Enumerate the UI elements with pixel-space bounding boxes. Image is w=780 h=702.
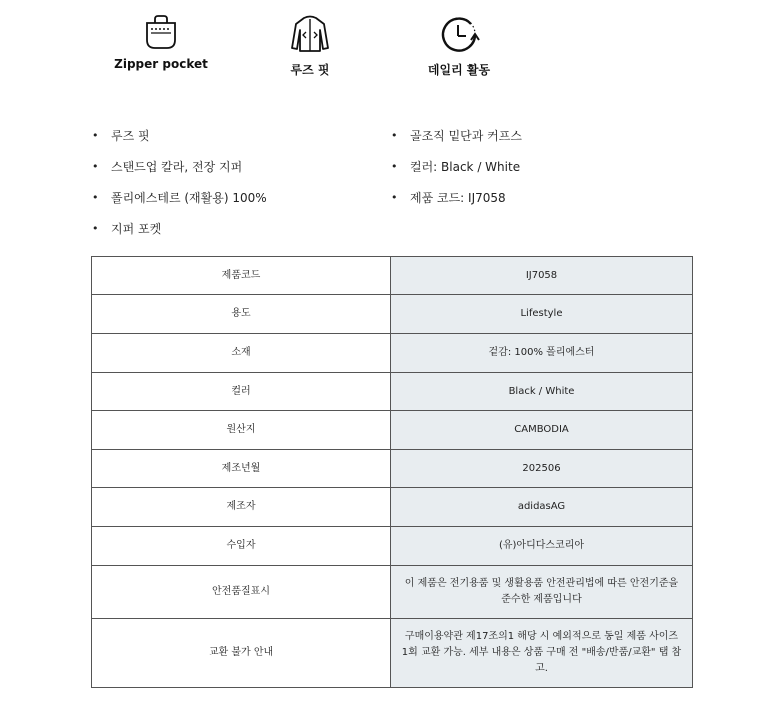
feature-loose-fit (240, 14, 380, 78)
daily-activity-clock-icon (437, 14, 481, 54)
spec-value: 구매이용약관 제17조의1 해당 시 예외적으로 동일 제품 사이즈 1회 교환 가능. 세부 내용은 상품 구매 전 "배송/반품/교환" 탭 참고. (391, 619, 693, 688)
list-item: • 폴리에스테르 (재활용) 100% (92, 189, 267, 220)
spec-value: CAMBODIA (391, 411, 693, 450)
loose-fit-jacket-icon (289, 14, 331, 54)
spec-key: 안전품질표시 (92, 566, 391, 619)
list-item: • 골조직 밑단과 커프스 (391, 127, 522, 158)
feature-icons-row (0, 0, 780, 90)
feature-daily-activity (389, 14, 529, 78)
table-row (92, 334, 693, 373)
table-row (92, 619, 693, 688)
spec-value: Black / White (391, 373, 693, 411)
feature-bullet-list-right (391, 127, 522, 220)
spec-value: adidasAG (391, 488, 693, 527)
feature-label: Zipper pocket (114, 57, 208, 71)
spec-value: 겉감: 100% 폴리에스터 (391, 334, 693, 373)
table-row (92, 527, 693, 566)
feature-label: 루즈 핏 (290, 63, 330, 77)
list-item: • 제품 코드: IJ7058 (391, 189, 522, 220)
table-row (92, 257, 693, 295)
feature-bullet-list-left (92, 127, 267, 251)
spec-key: 컬러 (92, 373, 391, 411)
list-item: • 컬러: Black / White (391, 158, 522, 189)
feature-zipper-pocket (91, 14, 231, 71)
zipper-pocket-icon (144, 14, 178, 50)
spec-key: 원산지 (92, 411, 391, 450)
spec-key: 수입자 (92, 527, 391, 566)
table-row (92, 295, 693, 334)
spec-key: 교환 불가 안내 (92, 619, 391, 688)
table-row (92, 373, 693, 411)
table-row (92, 566, 693, 619)
list-item: • 지퍼 포켓 (92, 220, 267, 251)
spec-value: 202506 (391, 450, 693, 488)
spec-value: 이 제품은 전기용품 및 생활용품 안전관리법에 따른 안전기준을 준수한 제품입니다 (391, 566, 693, 619)
spec-value: (유)아디다스코리아 (391, 527, 693, 566)
product-spec-table (91, 256, 693, 688)
table-row (92, 411, 693, 450)
list-item: • 스탠드업 칼라, 전장 지퍼 (92, 158, 267, 189)
table-row (92, 488, 693, 527)
spec-value: IJ7058 (391, 257, 693, 295)
spec-key: 용도 (92, 295, 391, 334)
spec-key: 제품코드 (92, 257, 391, 295)
spec-key: 제조년월 (92, 450, 391, 488)
list-item: • 루즈 핏 (92, 127, 267, 158)
spec-key: 소재 (92, 334, 391, 373)
table-row (92, 450, 693, 488)
feature-label: 데일리 활동 (427, 63, 491, 77)
spec-value: Lifestyle (391, 295, 693, 334)
spec-key: 제조자 (92, 488, 391, 527)
